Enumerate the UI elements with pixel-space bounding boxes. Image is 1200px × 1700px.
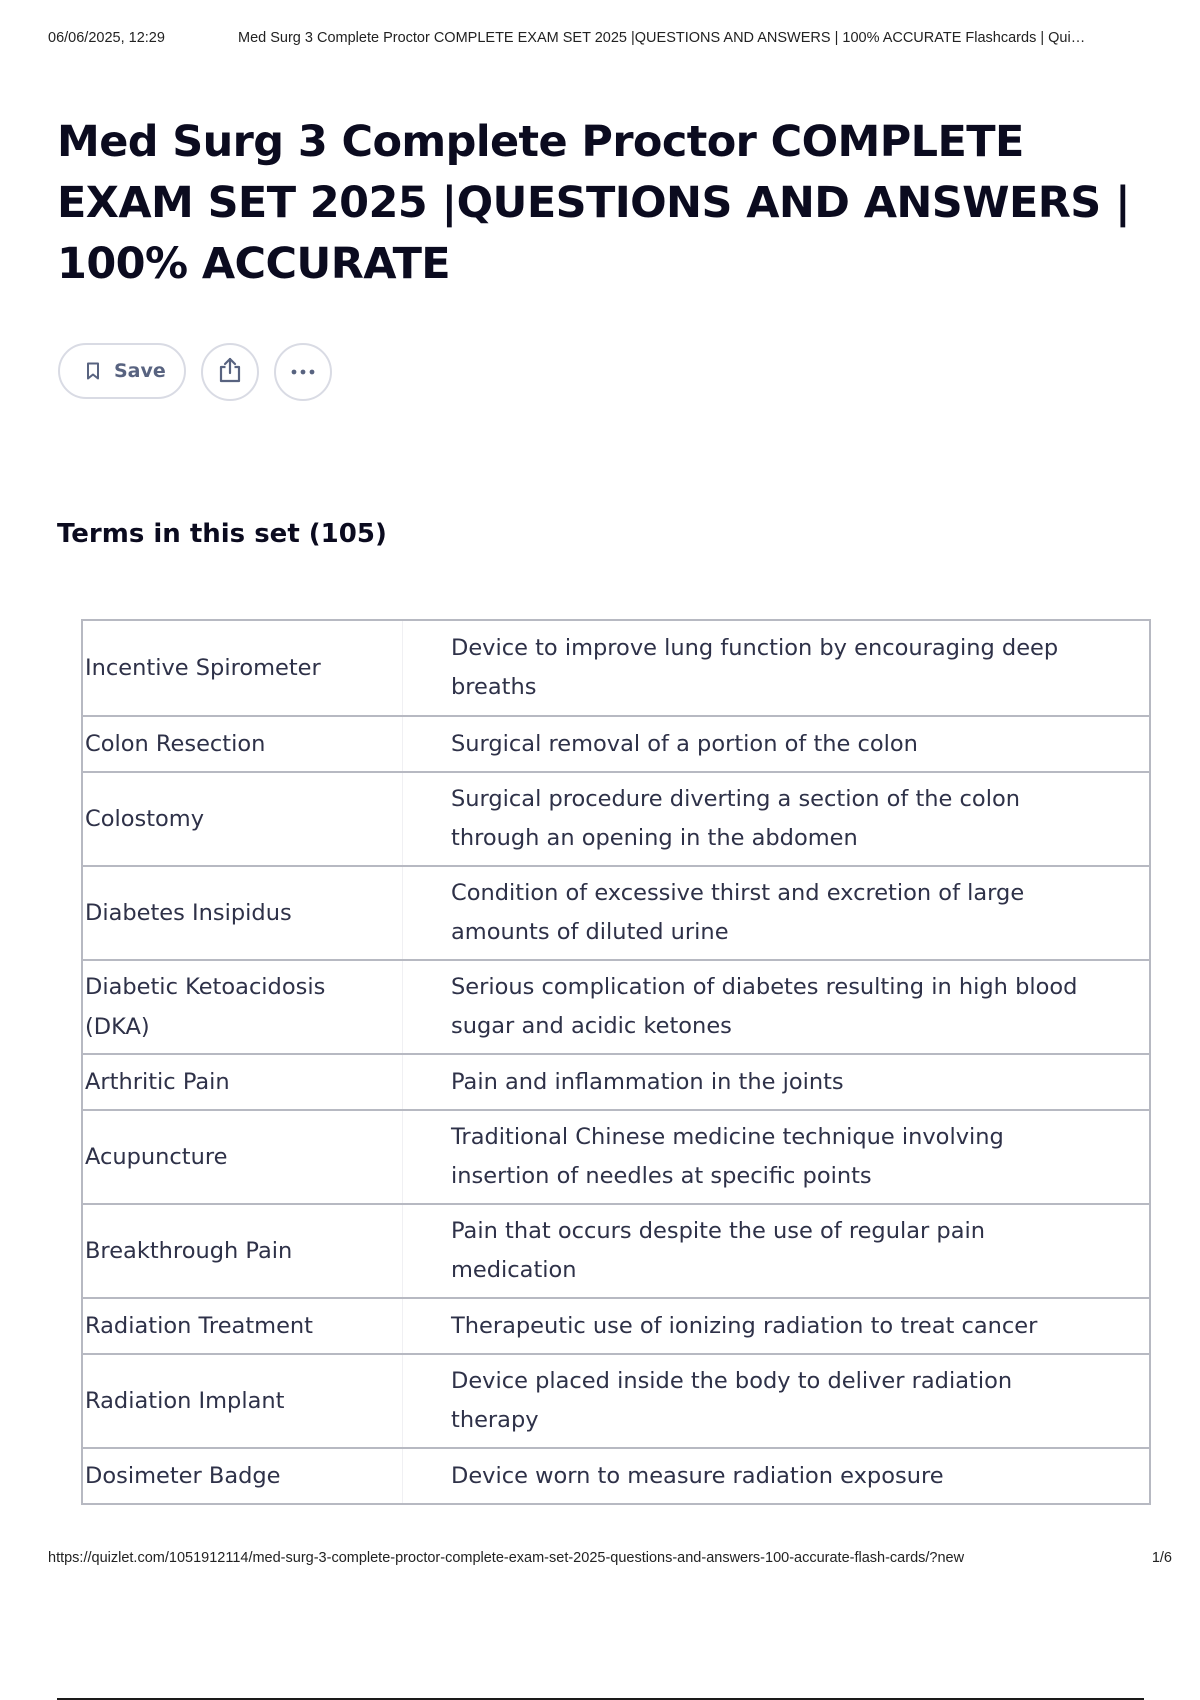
- definition: Serious complication of diabetes resulting in high blood sugar and acidic ketones: [451, 974, 1078, 1039]
- term: Acupuncture: [83, 1111, 403, 1203]
- definition: Surgical removal of a portion of the colon: [451, 730, 918, 757]
- term: Radiation Implant: [83, 1355, 403, 1447]
- save-button[interactable]: [58, 343, 186, 399]
- definition: Device placed inside the body to deliver radiation therapy: [451, 1368, 1013, 1433]
- table-row: [83, 621, 1149, 715]
- definition: Pain that occurs despite the use of regular pain medication: [451, 1218, 986, 1283]
- term: Diabetes Insipidus: [83, 867, 403, 959]
- terms-table: [81, 619, 1151, 1505]
- more-icon: [289, 363, 317, 381]
- term: Diabetic Ketoacidosis (DKA): [83, 961, 403, 1053]
- definition: Traditional Chinese medicine technique involving insertion of needles at specific points: [451, 1124, 1004, 1189]
- print-header: [48, 30, 1172, 50]
- bookmark-icon: [86, 362, 100, 380]
- table-row: [83, 1297, 1149, 1353]
- term: Colon Resection: [83, 717, 403, 771]
- table-row: [83, 715, 1149, 771]
- table-row: [83, 1203, 1149, 1297]
- definition: Surgical procedure diverting a section of the colon through an opening in the abdomen: [451, 786, 1020, 851]
- more-options-button[interactable]: [274, 343, 332, 401]
- table-row: [83, 1109, 1149, 1203]
- print-datetime: 06/06/2025, 12:29: [48, 30, 165, 46]
- term: Dosimeter Badge: [83, 1449, 403, 1503]
- table-row: [83, 1053, 1149, 1109]
- term: Incentive Spirometer: [83, 621, 403, 715]
- share-icon: [217, 356, 243, 389]
- definition: Pain and inflammation in the joints: [451, 1068, 844, 1095]
- table-row: [83, 771, 1149, 865]
- definition: Therapeutic use of ionizing radiation to treat cancer: [451, 1312, 1038, 1339]
- term: Breakthrough Pain: [83, 1205, 403, 1297]
- term: Radiation Treatment: [83, 1299, 403, 1353]
- definition: Device worn to measure radiation exposure: [451, 1462, 944, 1489]
- table-row: [83, 959, 1149, 1053]
- print-url: https://quizlet.com/1051912114/med-surg-3-complete-proctor-complete-exam-set-2025-questions-and-answers-100-accurate-flash-cards/?new: [48, 1550, 965, 1566]
- print-doc-title: Med Surg 3 Complete Proctor COMPLETE EXAM SET 2025 |QUESTIONS AND ANSWERS | 100% ACCURATE Flashcards | Qui…: [238, 30, 1086, 46]
- term: Colostomy: [83, 773, 403, 865]
- share-button[interactable]: [201, 343, 259, 401]
- save-button-label: Save: [114, 360, 166, 382]
- page-title: Med Surg 3 Complete Proctor COMPLETE EXAM SET 2025 |QUESTIONS AND ANSWERS | 100% ACCURATE: [57, 117, 1131, 289]
- terms-heading: Terms in this set (105): [57, 519, 387, 549]
- definition: Condition of excessive thirst and excretion of large amounts of diluted urine: [451, 880, 1025, 945]
- term: Arthritic Pain: [83, 1055, 403, 1109]
- page-number: 1/6: [1151, 1550, 1172, 1566]
- table-row: [83, 865, 1149, 959]
- definition: Device to improve lung function by encouraging deep breaths: [451, 635, 1059, 700]
- table-row: [83, 1353, 1149, 1447]
- table-row: [83, 1447, 1149, 1503]
